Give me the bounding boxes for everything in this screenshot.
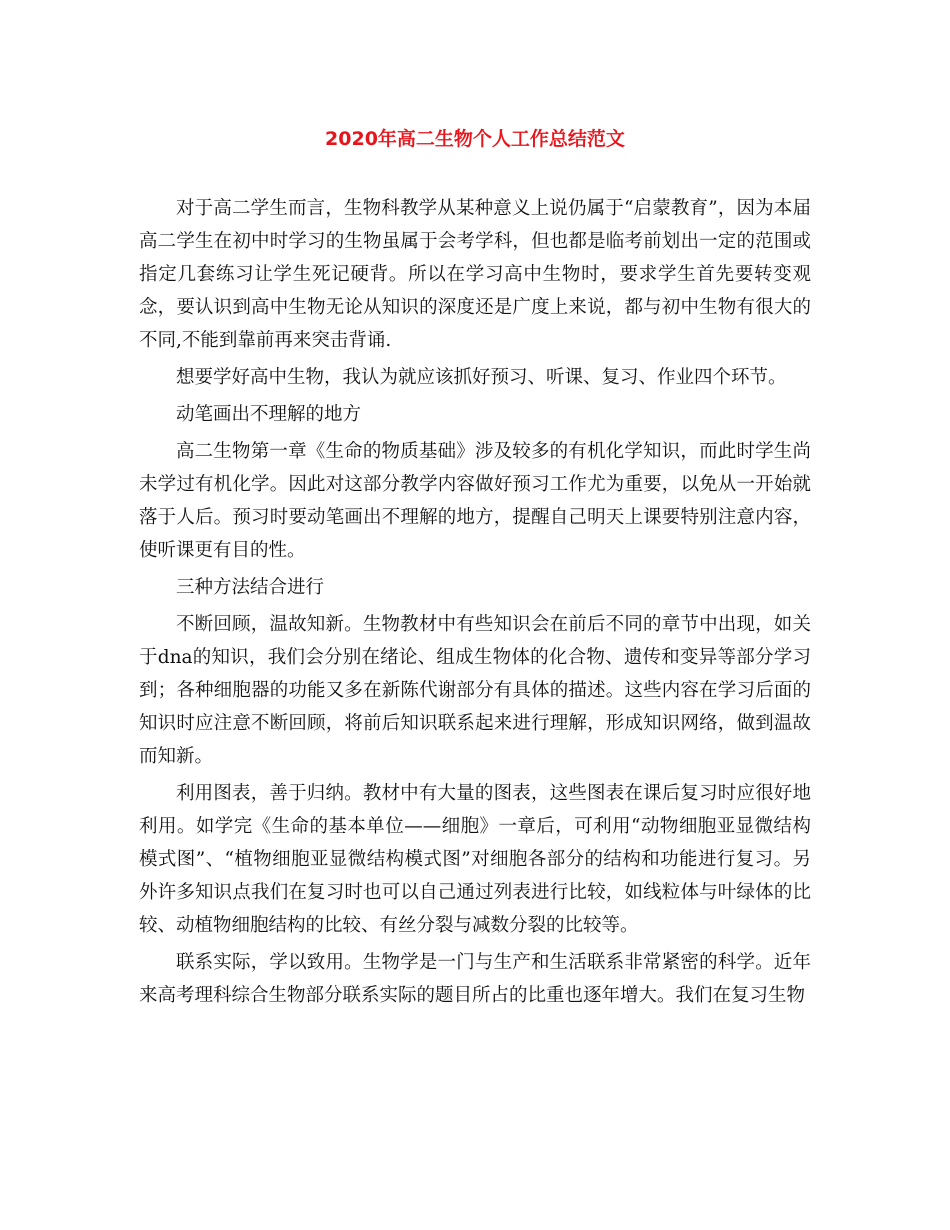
subheading-three-methods: 三种方法结合进行: [176, 577, 325, 598]
paragraph-practice: 联系实际，学以致用。生物学是一门与生产和生活联系非常紧密的科学。近年来高考理科综合生物部分联系实际的题目所占的比重也逐年增大。我们在复习生物: [139, 952, 811, 1006]
paragraph-charts: 利用图表，善于归纳。教材中有大量的图表，这些图表在课后复习时应很好地利用。如学完《生命的基本单位——细胞》一章后，可利用“动物细胞亚显微结构模式图”、“植物细胞亚显微结构模式图”对细胞各部分的结构和功能进行复习。另外许多知识点我们在复习时也可以自己通过列表进行比较，如线粒体与叶绿体的比较、动植物细胞结构的比较、有丝分裂与减数分裂的比较等。: [139, 783, 811, 936]
subheading-preview: 动笔画出不理解的地方: [176, 404, 362, 425]
document-body: [139, 192, 811, 1016]
document-title: 2020年高二生物个人工作总结范文: [325, 128, 625, 150]
paragraph-preview: 高二生物第一章《生命的物质基础》涉及较多的有机化学知识，而此时学生尚未学过有机化学。因此对这部分教学内容做好预习工作尤为重要，以免从一开始就落于人后。预习时要动笔画出不理解的地方，提醒自己明天上课要特别注意内容，使听课更有目的性。: [139, 441, 811, 561]
paragraph-four-steps: 想要学好高中生物，我认为就应该抓好预习、听课、复习、作业四个环节。: [176, 367, 787, 388]
paragraph-review: 不断回顾，温故知新。生物教材中有些知识会在前后不同的章节中出现，如关于dna的知识，我们会分别在绪论、组成生物体的化合物、遗传和变异等部分学习到；各种细胞器的功能又多在新陈代谢部分有具体的描述。这些内容在学习后面的知识时应注意不断回顾，将前后知识联系起来进行理解，形成知识网络，做到温故而知新。: [139, 614, 811, 767]
paragraph-intro: 对于高二学生而言，生物科教学从某种意义上说仍属于“启蒙教育”，因为本届高二学生在初中时学习的生物虽属于会考学科，但也都是临考前划出一定的范围或指定几套练习让学生死记硬背。所以在学习高中生物时，要求学生首先要转变观念，要认识到高中生物无论从知识的深度还是广度上来说，都与初中生物有很大的不同,不能到靠前再来突击背诵.: [139, 198, 811, 351]
